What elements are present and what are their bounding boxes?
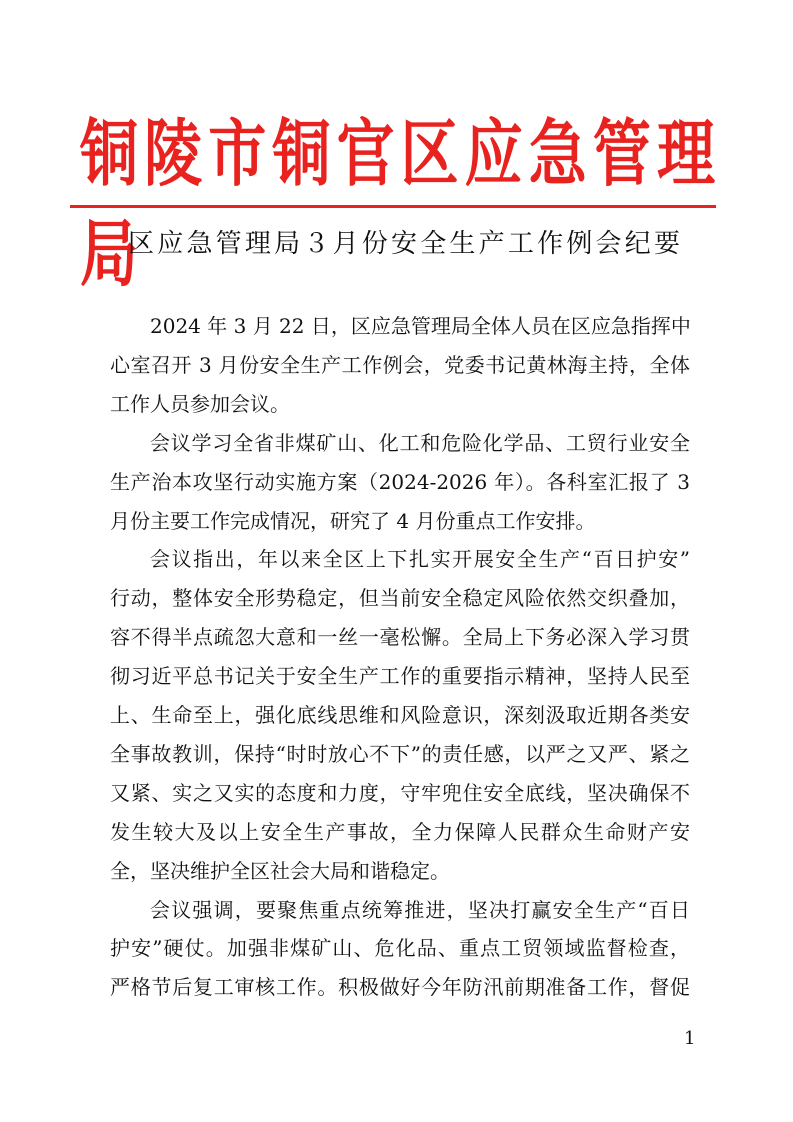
- paragraph-line: 生产治本攻坚行动实施方案（2024-2026 年）。各科室汇报了 3: [110, 469, 690, 494]
- paragraph-line: 容不得半点疏忽大意和一丝一毫松懈。全局上下务必深入学习贯: [110, 625, 690, 650]
- paragraph-line: 2024 年 3 月 22 日，区应急管理局全体人员在区应急指挥中: [150, 314, 691, 338]
- paragraph-line: 上、生命至上，强化底线思维和风险意识，深刻汲取近期各类安: [110, 703, 690, 727]
- paragraph-line: 全事故教训，保持“时时放心不下”的责任感，以严之又严、紧之: [110, 741, 690, 766]
- page-number: 1: [684, 1028, 696, 1049]
- paragraph-line: 彻习近平总书记关于安全生产工作的重要指示精神，坚持人民至: [110, 664, 690, 689]
- paragraph-line: 月份主要工作完成情况，研究了 4 月份重点工作安排。: [110, 508, 596, 533]
- paragraph-line: 工作人员参加会议。: [110, 391, 290, 416]
- paragraph-line: 会议强调，要聚焦重点统筹推进，坚决打赢安全生产“百日: [150, 897, 690, 922]
- paragraph-line: 全，坚决维护全区社会大局和谐稳定。: [110, 858, 450, 883]
- paragraph-line: 会议指出，年以来全区上下扎实开展安全生产“百日护安”: [150, 547, 690, 572]
- paragraph-line: 又紧、实之又实的态度和力度，守牢兜住安全底线，坚决确保不: [110, 780, 690, 805]
- red-divider-line: [70, 205, 716, 208]
- paragraph-line: 会议学习全省非煤矿山、化工和危险化学品、工贸行业安全: [150, 430, 690, 455]
- paragraph-line: 心室召开 3 月份安全生产工作例会，党委书记黄林海主持，全体: [110, 352, 690, 377]
- masthead-title: 铜陵市铜官区应急管理局: [80, 111, 715, 297]
- paragraph-line: 行动，整体安全形势稳定，但当前安全稳定风险依然交织叠加，: [110, 586, 690, 611]
- paragraph-line: 护安”硬仗。加强非煤矿山、危化品、重点工贸领域监督检查，: [110, 936, 690, 961]
- paragraph-line: 发生较大及以上安全生产事故，全力保障人民群众生命财产安: [110, 819, 690, 844]
- document-title: 区应急管理局３月份安全生产工作例会纪要: [128, 229, 680, 259]
- paragraph-line: 严格节后复工审核工作。积极做好今年防汛前期准备工作，督促: [110, 975, 690, 1000]
